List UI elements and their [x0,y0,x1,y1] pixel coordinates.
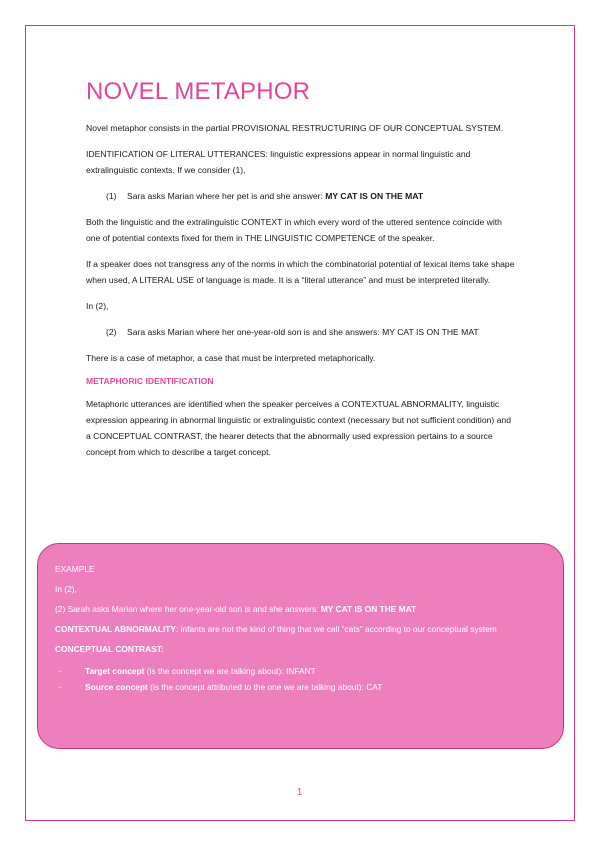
example-sentence [55,603,545,615]
abnormality-text: : infants are not the kind of thing that we call “cats” according to our conceptual system [175,624,497,634]
intro-paragraph [86,120,516,136]
source-concept-text: (is the concept attributed to the one we are talking about): CAT [147,682,383,692]
in2-label: In (2), [86,301,109,311]
page-title: NOVEL METAPHOR [86,78,311,105]
example-sentence-bold: MY CAT IS ON THE MAT [320,604,417,614]
example-1-text [121,188,423,204]
example-1 [106,188,516,204]
example-abnormality [55,623,545,635]
target-concept-text: (is the concept we are talking about): INFANT [144,666,316,676]
example-sentence-text: (2) Sarah asks Marian where her one-year-old son is and she answers: [55,604,321,614]
context-paragraph: Both the linguistic and the extralinguistic CONTEXT in which every word of the uttered sentence coincide with one of potential contexts fixed for them in THE LINGUISTIC COMPETENCE of the speaker. [86,217,502,243]
example-1-sentence: Sara asks Marian where her pet is and she answer: [127,191,326,201]
metaphoric-paragraph: Metaphoric utterances are identified when the speaker perceives a CONTEXTUAL ABNORMALITY, linguistic expression appearing in abnormal linguistic or extralinguistic context (necessary but not sufficient condition) and a CONCEPTUAL CONTRAST, the hearer detects that the abnormally used expression pertains to a source concept from which to describe a target concept. [86,399,511,457]
example-2-text: Sara asks Marian where her one-year-old son is and she answers: MY CAT IS ON THE MAT [127,327,479,337]
example-2 [106,324,516,340]
identification-paragraph: IDENTIFICATION OF LITERAL UTTERANCES: linguistic expressions appear in normal linguistic and extralinguistic contexts. If we consider (1), [86,149,471,175]
example-label: EXAMPLE [55,564,95,574]
metaphor-case-paragraph: There is a case of metaphor, a case that must be interpreted metaphorically. [86,353,376,363]
example-box [37,543,564,749]
example-1-bold: MY CAT IS ON THE MAT [325,191,424,201]
concept-list [55,663,545,695]
document-body [86,78,516,470]
list-item-text [85,663,316,679]
example-1-number: (1) [106,191,117,201]
example-in2: In (2), [55,584,77,594]
source-concept-label: Source concept [85,682,148,692]
example-contrast-label [55,643,545,655]
target-concept-label: Target concept [85,666,145,676]
intro-end: . [500,123,504,133]
page-number: 1 [296,787,303,798]
intro-emphasis: PROVISIONAL RESTRUCTURING OF OUR CONCEPTUAL SYSTEM [231,123,501,133]
list-item-text [85,679,382,695]
section-heading: METAPHORIC IDENTIFICATION [86,376,214,386]
bullet-dash: - [59,666,62,676]
contrast-label: CONCEPTUAL CONTRAST: [55,644,164,654]
bullet-dash: - [59,682,62,692]
abnormality-label: CONTEXTUAL ABNORMALITY [55,624,176,634]
list-item [55,679,545,695]
example-box-content [55,563,545,695]
list-item [55,663,545,679]
example-2-number: (2) [106,327,117,337]
literal-paragraph: If a speaker does not transgress any of the norms in which the combinatorial potential of lexical items take shape when used, A LITERAL USE of language is made. It is a “literal utterance” and must be interpreted literally. [86,259,515,285]
intro-text: Novel metaphor consists in the partial [86,123,232,133]
